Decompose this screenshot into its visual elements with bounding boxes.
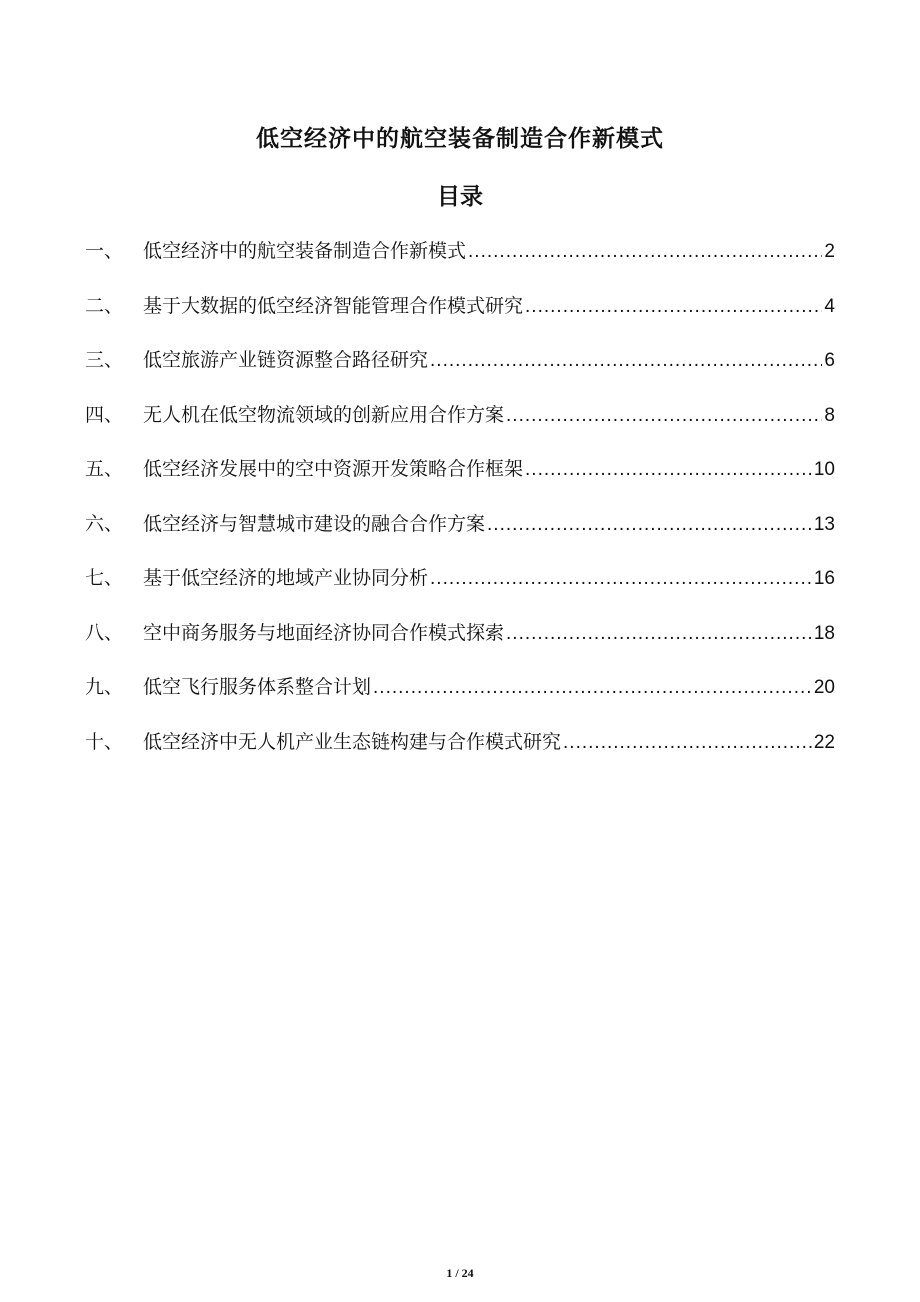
toc-dot-leader <box>525 288 822 326</box>
toc-entry-page: 20 <box>813 677 835 698</box>
toc-entry-title: 低空经济发展中的空中资源开发策略合作框架 <box>143 458 524 480</box>
toc-entry-5[interactable] <box>85 450 835 505</box>
page-number-footer: 1 / 24 <box>446 1266 474 1280</box>
toc-entry-number: 五、 <box>85 458 124 480</box>
toc-entry-number: 六、 <box>85 512 124 535</box>
toc-dot-leader <box>468 233 822 271</box>
toc-entry-title: 低空飞行服务体系整合计划 <box>143 676 372 698</box>
toc-entry-2[interactable] <box>85 287 835 342</box>
toc-entry-title: 低空经济与智慧城市建设的融合合作方案 <box>143 512 486 535</box>
toc-entry-number: 四、 <box>85 403 124 426</box>
toc-entry-number: 三、 <box>85 349 124 371</box>
toc-entry-title: 低空经济中的航空装备制造合作新模式 <box>143 240 467 262</box>
toc-entry-title: 低空旅游产业链资源整合路径研究 <box>143 349 429 371</box>
toc-entry-9[interactable] <box>85 668 835 723</box>
toc-entry-page: 18 <box>813 622 835 644</box>
table-of-contents <box>85 232 835 777</box>
toc-dot-leader <box>525 451 812 489</box>
toc-entry-page: 4 <box>824 295 835 317</box>
toc-entry-page: 13 <box>813 513 835 535</box>
toc-entry-page: 16 <box>813 568 835 589</box>
toc-dot-leader <box>487 506 812 544</box>
toc-entry-number: 九、 <box>85 676 124 698</box>
toc-heading: 目录 <box>437 184 483 210</box>
toc-entry-7[interactable] <box>85 559 835 614</box>
toc-entry-page: 22 <box>813 731 835 753</box>
toc-entry-3[interactable] <box>85 341 835 396</box>
toc-entry-page: 8 <box>824 404 835 426</box>
toc-entry-number: 七、 <box>85 567 124 589</box>
toc-entry-page: 2 <box>824 241 835 262</box>
toc-entry-8[interactable] <box>85 614 835 669</box>
document-title: 低空经济中的航空装备制造合作新模式 <box>256 126 664 152</box>
toc-entry-6[interactable] <box>85 505 835 560</box>
toc-entry-1[interactable] <box>85 232 835 287</box>
toc-dot-leader <box>430 342 822 380</box>
toc-entry-number: 一、 <box>85 240 124 262</box>
toc-entry-title: 基于低空经济的地域产业协同分析 <box>143 567 429 589</box>
toc-entry-10[interactable] <box>85 723 835 778</box>
toc-dot-leader <box>563 724 812 762</box>
toc-dot-leader <box>430 560 812 598</box>
toc-entry-number: 十、 <box>85 730 124 753</box>
toc-dot-leader <box>506 397 822 435</box>
toc-entry-title: 空中商务服务与地面经济协同合作模式探索 <box>143 621 505 644</box>
toc-entry-number: 二、 <box>85 294 124 317</box>
toc-entry-4[interactable] <box>85 396 835 451</box>
toc-entry-title: 低空经济中无人机产业生态链构建与合作模式研究 <box>143 730 562 753</box>
toc-entry-number: 八、 <box>85 621 124 644</box>
toc-dot-leader <box>506 615 812 653</box>
toc-entry-title: 基于大数据的低空经济智能管理合作模式研究 <box>143 294 524 317</box>
toc-entry-title: 无人机在低空物流领域的创新应用合作方案 <box>143 403 505 426</box>
toc-entry-page: 6 <box>824 350 835 371</box>
toc-dot-leader <box>373 669 812 707</box>
toc-entry-page: 10 <box>813 459 835 480</box>
